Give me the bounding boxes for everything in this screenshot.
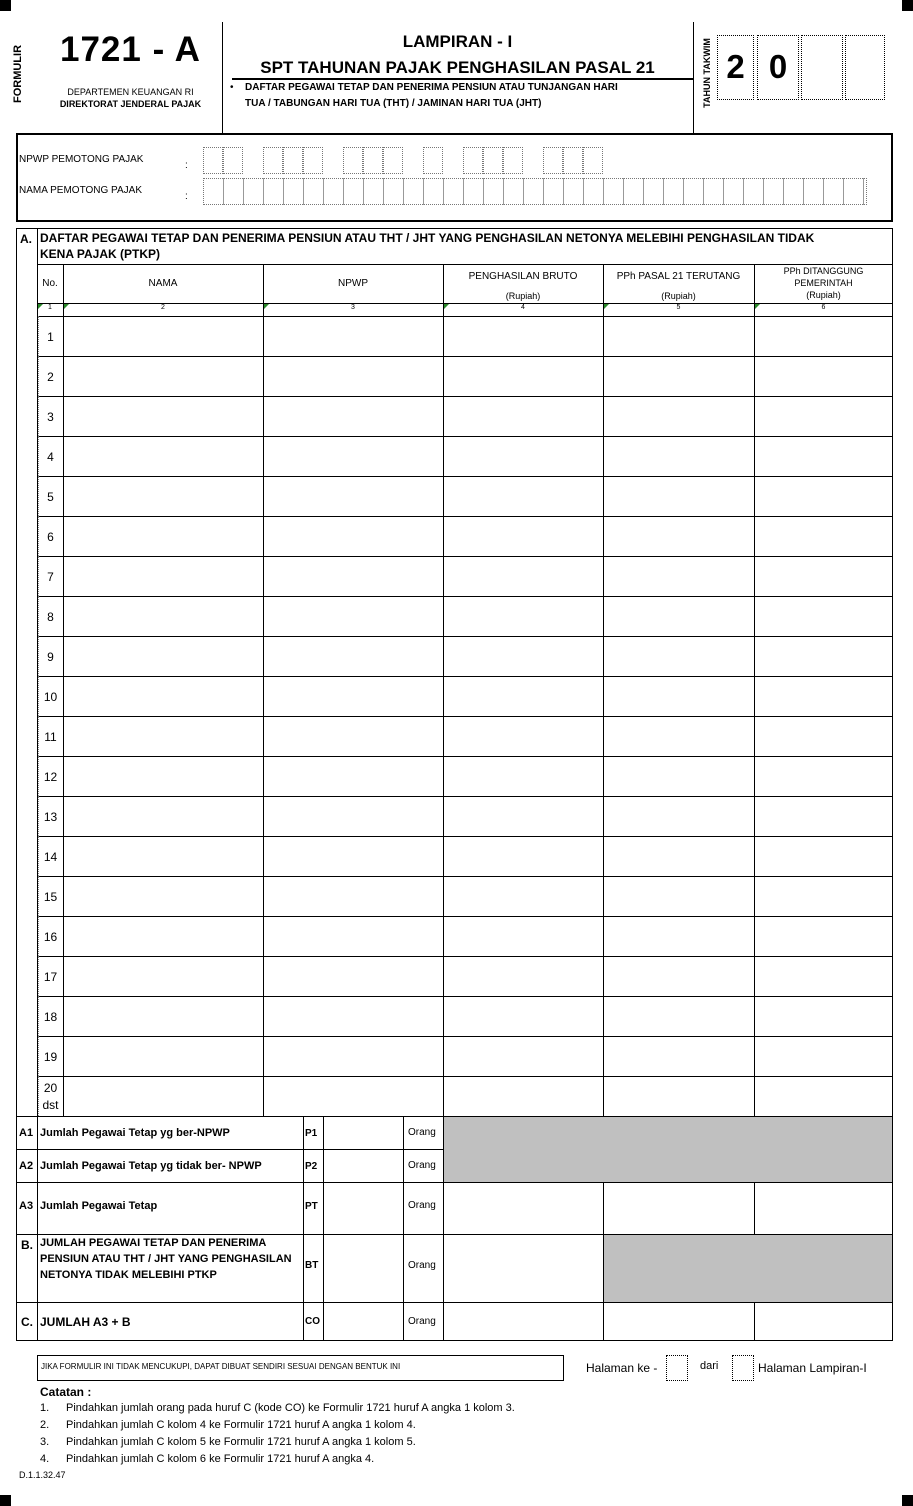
summary-b-label-line3: NETONYA TIDAK MELEBIHI PTKP	[40, 1269, 217, 1281]
summary-b-unit: Orang	[408, 1260, 436, 1271]
p2-count-field[interactable]	[324, 1150, 403, 1182]
summary-c-code: C.	[21, 1315, 33, 1329]
bt-count-field[interactable]	[324, 1235, 403, 1302]
row-divider	[37, 476, 893, 477]
spt-title: SPT TAHUNAN PAJAK PENGHASILAN PASAL 21	[260, 58, 655, 77]
lampiran-title: LAMPIRAN - I	[402, 32, 513, 51]
summary-a2-code: A2	[19, 1160, 34, 1172]
npwp-digit-box[interactable]	[343, 147, 363, 174]
row-divider	[37, 996, 893, 997]
row-number: 12	[43, 770, 58, 784]
row-number: 10	[43, 690, 58, 704]
year-digit-4[interactable]	[845, 35, 885, 100]
row-number: 11	[44, 730, 57, 744]
summary-a1-label: Jumlah Pegawai Tetap yg ber-NPWP	[40, 1127, 230, 1139]
npwp-digit-box[interactable]	[363, 147, 383, 174]
halaman-lampiran-label: Halaman Lampiran-I	[758, 1361, 867, 1375]
row-divider	[37, 756, 893, 757]
row-number: 15	[43, 890, 58, 904]
row-number: 9	[47, 650, 54, 664]
halaman-ke-field[interactable]	[666, 1355, 688, 1381]
col-header-pph21: PPh PASAL 21 TERUTANG	[616, 271, 741, 282]
col-header-pph21-unit: (Rupiah)	[661, 291, 696, 301]
npwp-digit-box[interactable]	[423, 147, 443, 174]
section-a-title-line2: KENA PAJAK (PTKP)	[40, 247, 161, 261]
bullet-icon: •	[230, 82, 234, 93]
col-header-ditanggung-line1: PPh DITANGGUNG	[783, 266, 864, 276]
npwp-digit-box[interactable]	[483, 147, 503, 174]
row-number: 6	[47, 530, 54, 544]
row-number: 16	[43, 930, 58, 944]
row-number: 19	[43, 1050, 58, 1064]
summary-a3-label: Jumlah Pegawai Tetap	[40, 1200, 158, 1212]
directorate-name: DIREKTORAT JENDERAL PAJAK	[59, 99, 202, 109]
summary-c-box-code: CO	[305, 1316, 320, 1327]
row-divider	[37, 796, 893, 797]
header-description-line1: DAFTAR PEGAWAI TETAP DAN PENERIMA PENSIUN ATAU TUNJANGAN HARI	[245, 82, 618, 93]
row-number: 2	[47, 370, 54, 384]
formulir-label: FORMULIR	[12, 44, 24, 104]
shaded-area-b	[604, 1235, 892, 1302]
nama-colon: :	[185, 191, 188, 202]
form-notice-text: JIKA FORMULIR INI TIDAK MENCUKUPI, DAPAT DIBUAT SENDIRI SESUAI DENGAN BENTUK INI	[41, 1362, 401, 1371]
summary-a2-box-code: P2	[305, 1161, 318, 1172]
col-number-5: 5	[676, 304, 681, 311]
year-digit-3[interactable]	[801, 35, 843, 100]
row-divider	[37, 396, 893, 397]
npwp-digit-box[interactable]	[283, 147, 303, 174]
npwp-digit-box[interactable]	[303, 147, 323, 174]
row-divider	[37, 716, 893, 717]
p1-count-field[interactable]	[324, 1117, 403, 1149]
npwp-digit-box[interactable]	[463, 147, 483, 174]
summary-a3-box-code: PT	[305, 1201, 318, 1212]
npwp-digit-box[interactable]	[563, 147, 583, 174]
registration-mark-top-left	[0, 0, 11, 11]
col-number-3: 3	[351, 304, 355, 311]
year-digit-2-value: 0	[768, 48, 788, 85]
row-number: 8	[47, 610, 54, 624]
summary-a3-unit: Orang	[408, 1200, 436, 1211]
summary-b-box-code: BT	[305, 1260, 319, 1271]
row-number-20-dst: dst	[42, 1098, 59, 1112]
npwp-digit-box[interactable]	[383, 147, 403, 174]
npwp-label: NPWP PEMOTONG PAJAK	[19, 154, 144, 165]
pt-count-field[interactable]	[324, 1183, 403, 1234]
col-number-6: 6	[821, 304, 826, 311]
row-divider	[37, 836, 893, 837]
row-divider	[37, 596, 893, 597]
halaman-ke-label: Halaman ke -	[586, 1361, 658, 1375]
year-digit-1-value: 2	[726, 48, 745, 85]
registration-mark-bottom-right	[902, 1495, 913, 1506]
row-divider	[37, 356, 893, 357]
row-divider	[37, 436, 893, 437]
row-number: 17	[43, 970, 58, 984]
col-header-bruto-unit: (Rupiah)	[505, 291, 541, 301]
registration-mark-top-right	[902, 0, 913, 11]
npwp-digit-box[interactable]	[543, 147, 563, 174]
summary-a1-unit: Orang	[408, 1127, 436, 1138]
summary-c-unit: Orang	[408, 1316, 436, 1327]
npwp-digit-box[interactable]	[223, 147, 243, 174]
catatan-heading: Catatan :	[40, 1385, 92, 1399]
summary-a1-box-code: P1	[305, 1128, 318, 1139]
col-header-ditanggung-line2: PEMERINTAH	[794, 278, 853, 288]
row-number-20: 20	[43, 1081, 58, 1095]
npwp-digit-box[interactable]	[203, 147, 223, 174]
tahun-takwim-label: TAHUN TAKWIM	[702, 38, 712, 108]
form-reference-code: D.1.1.32.47	[19, 1470, 66, 1480]
row-number: 4	[47, 450, 54, 464]
summary-a1-code: A1	[19, 1127, 34, 1139]
row-divider	[37, 636, 893, 637]
summary-b-label-line1: JUMLAH PEGAWAI TETAP DAN PENERIMA	[40, 1237, 267, 1249]
summary-c-label: JUMLAH A3 + B	[40, 1315, 131, 1329]
summary-b-label-line2: PENSIUN ATAU THT / JHT YANG PENGHASILAN	[40, 1253, 292, 1265]
col-number-1: 1	[48, 304, 52, 311]
row-number: 3	[47, 410, 54, 424]
npwp-digit-box[interactable]	[583, 147, 603, 174]
section-a-title-line1: DAFTAR PEGAWAI TETAP DAN PENERIMA PENSIUN ATAU THT / JHT YANG PENGHASILAN NETONYA MELEBIHI PENGHASILAN TIDAK	[40, 231, 815, 245]
row-number: 5	[47, 490, 54, 504]
nama-label: NAMA PEMOTONG PAJAK	[19, 185, 142, 196]
col-header-bruto: PENGHASILAN BRUTO	[468, 271, 578, 282]
col-header-npwp: NPWP	[338, 278, 368, 289]
row-divider	[37, 1036, 893, 1037]
header-description-line2: TUA / TABUNGAN HARI TUA (THT) / JAMINAN HARI TUA (JHT)	[245, 98, 542, 109]
co-count-field[interactable]	[324, 1303, 403, 1341]
col-number-2: 2	[161, 304, 165, 311]
row-number: 14	[43, 850, 58, 864]
row-divider	[37, 556, 893, 557]
registration-mark-bottom-left	[0, 1495, 11, 1506]
npwp-colon: :	[185, 160, 188, 171]
department-name: DEPARTEMEN KEUANGAN RI	[67, 87, 194, 97]
total-halaman-field[interactable]	[732, 1355, 754, 1381]
summary-a2-label: Jumlah Pegawai Tetap yg tidak ber- NPWP	[40, 1160, 262, 1172]
col-header-no: No.	[42, 278, 58, 289]
dari-label: dari	[700, 1360, 719, 1372]
row-number: 18	[43, 1010, 58, 1024]
form-code: 1721 - A	[60, 30, 201, 69]
row-divider	[37, 676, 893, 677]
col-header-nama: NAMA	[148, 278, 178, 289]
section-a-letter: A.	[20, 232, 32, 246]
npwp-digit-box[interactable]	[503, 147, 523, 174]
row-divider	[37, 1076, 893, 1077]
row-divider	[37, 916, 893, 917]
col-number-4: 4	[521, 304, 525, 311]
summary-a2-unit: Orang	[408, 1160, 436, 1171]
nama-pemotong-field[interactable]	[203, 178, 867, 205]
row-number: 1	[47, 330, 54, 344]
row-number: 13	[43, 810, 58, 824]
row-divider	[37, 956, 893, 957]
summary-a3-code: A3	[19, 1200, 34, 1212]
row-divider	[37, 876, 893, 877]
npwp-digit-box[interactable]	[263, 147, 283, 174]
col-header-ditanggung-unit: (Rupiah)	[806, 290, 841, 300]
row-divider	[37, 516, 893, 517]
row-number: 7	[47, 570, 54, 584]
summary-b-code: B.	[21, 1238, 33, 1252]
shaded-area-a1-a2	[444, 1117, 892, 1182]
